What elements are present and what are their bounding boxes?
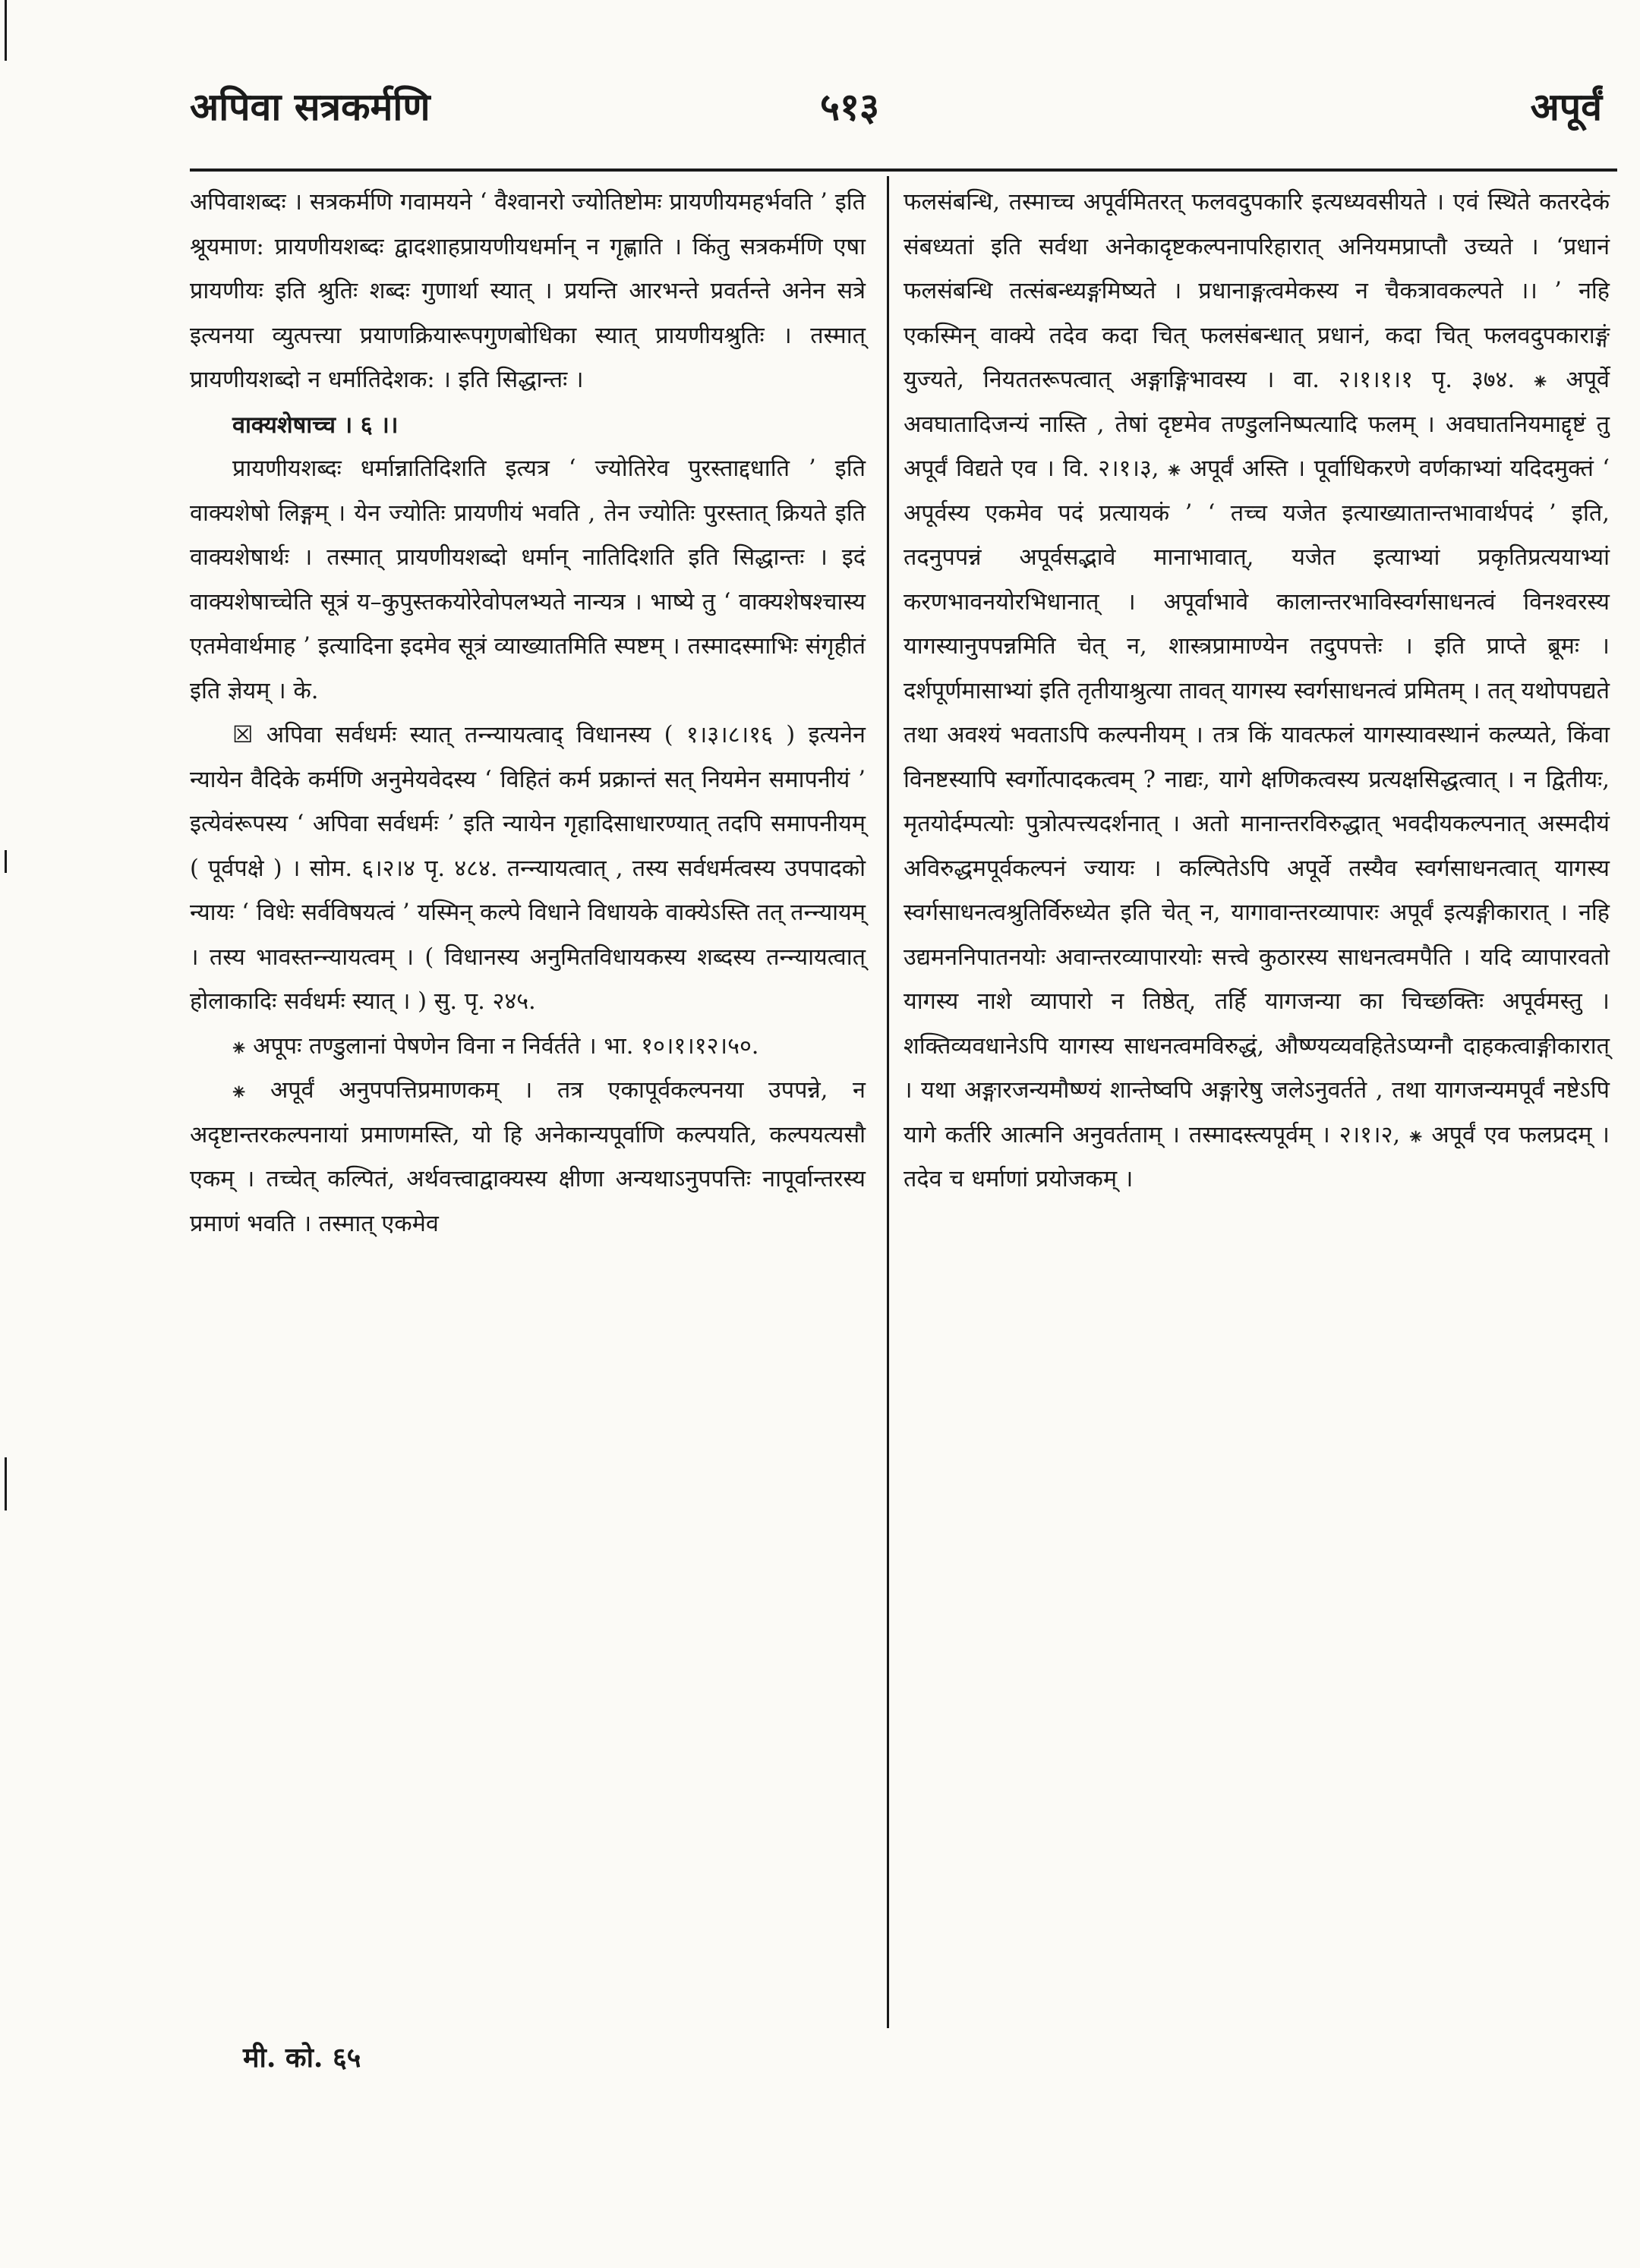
left-column-paragraph: प्रायणीयशब्दः धर्मान्नातिदिशति इत्यत्र ‘ ज्योतिरेव पुरस्ताद्दधाति ’ इति वाक्यशेषो लिङ्गम् । येन ज्योतिः प्रायणीयं भवति , तेन ज्योतिः पुरस्तात् क्रियते इति वाक्यशेषार्थः । तस्मात् प्रायणीयशब्दो धर्मान् नातिदिशति इति सिद्धान्तः । इदं वाक्यशेषाच्चेति सूत्रं य–कुपुस्तकयोरेवोपलभ्यते नान्यत्र । भाष्ये तु ‘ वाक्यशेषश्चास्य एतमेवार्थमाह ’ इत्यादिना इदमेव सूत्रं व्याख्यातमिति स्पष्टम् । तस्मादस्माभिः संगृहीतं इति ज्ञेयम् । के. bbox=[190, 455, 866, 704]
column-divider bbox=[887, 176, 889, 2028]
scan-edge-mark bbox=[5, 1457, 7, 1510]
left-column-paragraph: अपिवाशब्दः । सत्रकर्मणि गवामयने ‘ वैश्वानरो ज्योतिष्टोमः प्रायणीयमहर्भवति ’ इति श्रूयमाण: प्रायणीयशब्दः द्वादशाहप्रायणीयधर्मान् न गृह्णाति । किंतु सत्रकर्मणि एषा प्रायणीयः इति श्रुतिः शब्दः गुणार्था स्यात् । प्रयन्ति आरभन्ते प्रवर्तन्ते अनेन सत्रे इत्यनया व्युत्पत्त्या प्रयाणक्रियारूपगुणबोधिका स्यात् प्रायणीयश्रुतिः । तस्मात् प्रायणीयशब्दो न धर्मातिदेशक: । इति सिद्धान्तः । bbox=[190, 189, 866, 393]
left-column bbox=[190, 181, 866, 1246]
left-column-paragraph: ⁕ अपूपः तण्डुलानां पेषणेन विना न निर्वर्तते । भा. १०।१।१२।५०. bbox=[232, 1032, 759, 1060]
left-column-paragraph: वाक्यशेषाच्च । ६ ।। bbox=[232, 411, 399, 439]
scan-edge-mark bbox=[5, 850, 7, 873]
scan-edge-mark bbox=[5, 0, 7, 61]
right-column-paragraph: फलसंबन्धि, तस्माच्च अपूर्वमितरत् फलवदुपकारि इत्यध्यवसीयते । एवं स्थिते कतरदेकं संबध्यतां इति सर्वथा अनेकादृष्टकल्पनापरिहारात् अनियमप्राप्तौ उच्यते । ‘प्रधानं फलसंबन्धि तत्संबन्ध्यङ्गमिष्यते । प्रधानाङ्गत्वमेकस्य न चैकत्रावकल्पते ।। ’ नहि एकस्मिन् वाक्ये तदेव कदा चित् फलसंबन्धात् प्रधानं, कदा चित् फलवदुपकाराङ्गं युज्यते, नियततरूपत्वात् अङ्गाङ्गिभावस्य । वा. २।१।१।१ पृ. ३७४. ⁕ अपूर्वे अवघातादिजन्यं नास्ति , तेषां दृष्टमेव तण्डुलनिष्पत्यादि फलम् । अवघातनियमाद्दृष्टं तु अपूर्वं विद्यते एव । वि. २।१।३, ⁕ अपूर्वं अस्ति । पूर्वाधिकरणे वर्णकाभ्यां यदिदमुक्तं ‘ अपूर्वस्य एकमेव पदं प्रत्यायकं ’ ‘ तच्च यजेत इत्याख्यातान्तभावार्थपदं ’ इति, तदनुपपन्नं अपूर्वसद्भावे मानाभावात्, यजेत इत्याभ्यां प्रकृतिप्रत्ययाभ्यां करणभावनयोरभिधानात् । अपूर्वाभावे कालान्तरभाविस्वर्गसाधनत्वं विनश्वरस्य यागस्यानुपपन्नमिति चेत् न, शास्त्रप्रामाण्येन तदुपपत्तेः । इति प्राप्ते ब्रूमः । दर्शपूर्णमासाभ्यां इति तृतीयाश्रुत्या तावत् यागस्य स्वर्गसाधनत्वं प्रमितम् । तत् यथोपपद्यते तथा अवश्यं भवताऽपि कल्पनीयम् । तत्र किं यावत्फलं यागस्यावस्थानं कल्प्यते, किंवा विनष्टस्यापि स्वर्गोत्पादकत्वम् ? नाद्यः, यागे क्षणिकत्वस्य प्रत्यक्षसिद्धत्वात् । न द्वितीयः, मृतयोर्दम्पत्योः पुत्रोत्पत्त्यदर्शनात् । अतो मानान्तरविरुद्धात् भवदीयकल्पनात् अस्मदीयं अविरुद्धमपूर्वकल्पनं ज्यायः । कल्पितेऽपि अपूर्वे तस्यैव स्वर्गसाधनत्वात् यागस्य स्वर्गसाधनत्वश्रुतिर्विरुध्येत इति चेत् न, यागावान्तरव्यापारः अपूर्वं इत्यङ्गीकारात् । नहि उद्यमननिपातनयोः अवान्तरव्यापारयोः सत्त्वे कुठारस्य साधनत्वमपैति । यदि व्यापारवतो यागस्य नाशे व्यापारो न तिष्ठेत्, तर्हि यागजन्या का चिच्छक्तिः अपूर्वमस्तु । शक्तिव्यवधानेऽपि यागस्य साधनत्वमविरुद्धं, औष्ण्यव्यवहितेऽप्यग्नौ दाहकत्वाङ्गीकारात् । यथा अङ्गारजन्यमौष्ण्यं शान्तेष्वपि अङ्गारेषु जलेऽनुवर्तते , तथा यागजन्यमपूर्वं नष्टेऽपि यागे कर्तरि आत्मनि अनुवर्तताम् । तस्मादस्त्यपूर्वम् । २।१।२, ⁕ अपूर्वं एव फलप्रदम् । तदेव च धर्माणां प्रयोजकम् । bbox=[904, 189, 1610, 1192]
page-number: ५१३ bbox=[820, 84, 879, 129]
footer-signature: मी. को. ६५ bbox=[243, 2042, 361, 2074]
left-column-paragraph: ⁕ अपूर्वं अनुपपत्तिप्रमाणकम् । तत्र एकापूर्वकल्पनया उपपन्ने, न अदृष्टान्तरकल्पनायां प्रमाणमस्ति, यो हि अनेकान्यपूर्वाणि कल्पयति, कल्पयत्यसौ एकम् । तच्चेत् कल्पितं, अर्थवत्त्वाद्वाक्यस्य क्षीणा अन्यथाऽनुपपत्तिः नापूर्वान्तरस्य प्रमाणं भवति । तस्मात् एकमेव bbox=[190, 1077, 866, 1237]
header-rule bbox=[190, 169, 1617, 172]
left-column-paragraph: ☒ अपिवा सर्वधर्मः स्यात् तन्न्यायत्वाद् विधानस्य ( १।३।८।१६ ) इत्यनेन न्यायेन वैदिके कर्मणि अनुमेयवेदस्य ‘ विहितं कर्म प्रक्रान्तं सत् नियमेन समापनीयं ’ इत्येवंरूपस्य ‘ अपिवा सर्वधर्मः ’ इति न्यायेन गृहादिसाधारण्यात् तदपि समापनीयम् ( पूर्वपक्षे ) । सोम. ६।२।४ पृ. ४८४. तन्न्यायत्वात् , तस्य सर्वधर्मत्वस्य उपपादको न्यायः ‘ विधेः सर्वविषयत्वं ’ यस्मिन् कल्पे विधाने विधायके वाक्येऽस्ति तत् तन्न्यायम् । तस्य भावस्तन्न्यायत्वम् । ( विधानस्य अनुमितविधायकस्य शब्दस्य तन्न्यायत्वात् होलाकादिः सर्वधर्मः स्यात् । ) सु. पृ. २४५. bbox=[190, 722, 866, 1015]
header-left-title: अपिवा सत्रकर्मणि bbox=[190, 84, 430, 129]
right-column bbox=[904, 181, 1610, 1202]
running-header bbox=[190, 72, 1602, 163]
header-right-title: अपूर्वं bbox=[1530, 84, 1602, 129]
